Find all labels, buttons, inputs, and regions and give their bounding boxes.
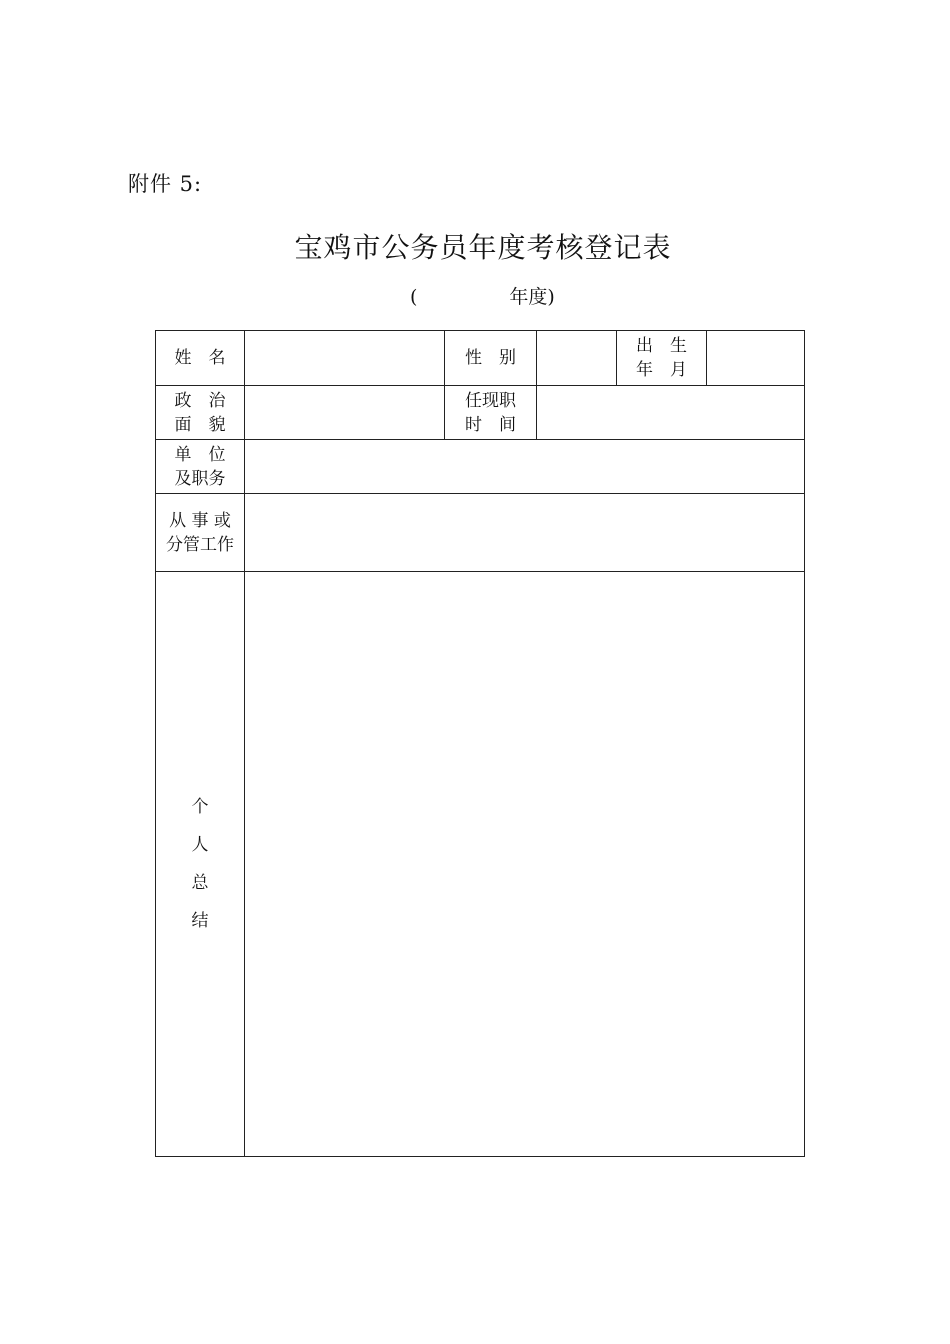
political-label-cell: [156, 386, 245, 440]
birth-label-line2: 年 月: [636, 360, 687, 380]
summary-char-1: 个: [191, 797, 209, 817]
unit-label-cell: [156, 440, 245, 494]
summary-label-cell: [156, 572, 245, 1157]
tenure-label-cell: [445, 386, 537, 440]
year-suffix: 年度): [509, 286, 555, 308]
gender-label: 性 别: [465, 348, 516, 368]
work-label-line1: 从 事 或: [169, 510, 231, 531]
page-title: 宝鸡市公务员年度考核登记表: [294, 231, 672, 264]
gender-label-cell: [445, 331, 537, 386]
gender-field[interactable]: [537, 331, 617, 386]
summary-field[interactable]: [245, 572, 805, 1157]
tenure-field[interactable]: [537, 386, 805, 440]
unit-label-line1: 单 位: [174, 444, 226, 465]
political-label-line2: 面 貌: [174, 414, 226, 435]
summary-char-2: 人: [191, 835, 209, 855]
attachment-label: 附件 5:: [128, 172, 203, 196]
tenure-label-line2: 时 间: [465, 414, 516, 435]
tenure-label-line1: 任现职: [465, 390, 516, 411]
year-line: [410, 282, 555, 309]
assessment-form-table: [155, 330, 805, 1157]
name-field[interactable]: [245, 331, 445, 386]
name-label: 姓 名: [174, 348, 226, 368]
name-label-cell: [156, 331, 245, 386]
work-label-line2: 分管工作: [166, 534, 234, 555]
work-field[interactable]: [245, 494, 805, 572]
unit-label-line2: 及职务: [174, 468, 226, 489]
unit-field[interactable]: [245, 440, 805, 494]
work-label-cell: [156, 494, 245, 572]
birth-field[interactable]: [707, 331, 805, 386]
summary-char-4: 结: [191, 911, 209, 931]
birth-label-line1: 出 生: [636, 336, 687, 356]
political-label-line1: 政 治: [174, 390, 226, 411]
political-field[interactable]: [245, 386, 445, 440]
summary-char-3: 总: [191, 873, 209, 893]
birth-label-cell: [617, 331, 707, 386]
year-open-paren: (: [410, 286, 418, 308]
